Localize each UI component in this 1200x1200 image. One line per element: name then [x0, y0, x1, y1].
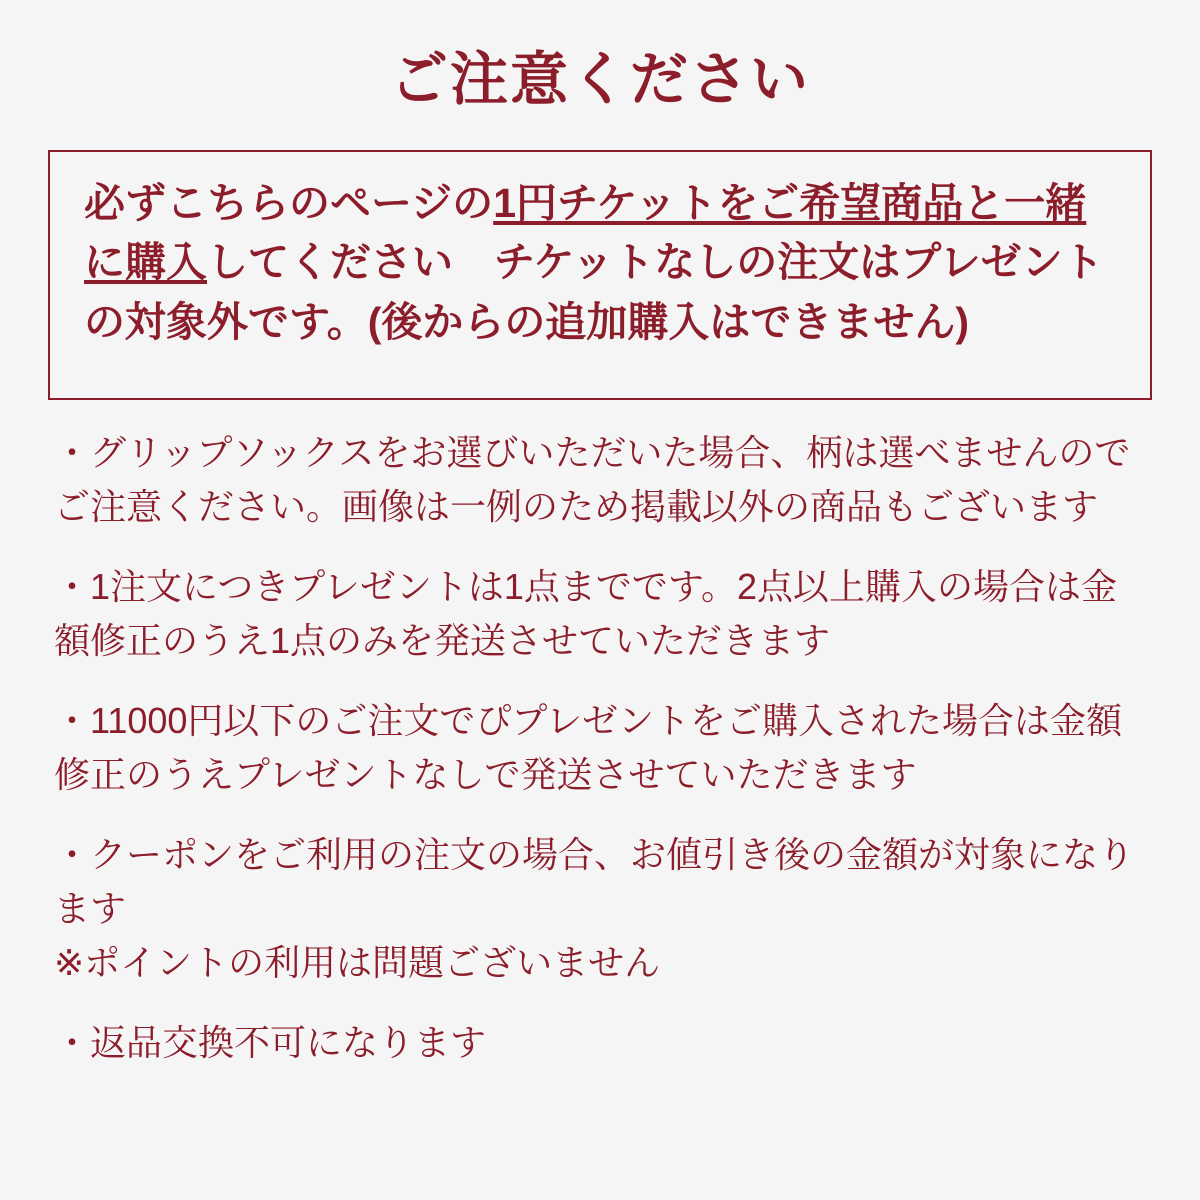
list-item-text: ・グリップソックスをお選びいただいた場合、柄は選べませんのでご注意ください。画像は一例のため掲載以外の商品もございます	[54, 431, 1131, 527]
notice-box	[48, 150, 1152, 400]
list-item	[48, 828, 1152, 990]
list-item	[48, 1016, 1152, 1070]
notice-text-before: 必ずこちらのページの	[84, 179, 494, 226]
notice-text-after: してください チケットなしの注文はプレゼントの対象外です。(後からの追加購入はできません)	[84, 239, 1104, 345]
bullet-list	[48, 426, 1152, 1070]
list-item-subtext: ※ポイントの利用は問題ございません	[54, 941, 661, 983]
list-item	[48, 426, 1152, 534]
list-item-text: ・クーポンをご利用の注文の場合、お値引き後の金額が対象になります	[54, 833, 1135, 929]
list-item	[48, 694, 1152, 802]
list-item	[48, 560, 1152, 668]
list-item-text: ・1注文につきプレゼントは1点までです。2点以上購入の場合は金額修正のうえ1点のみを発送させていただきます	[54, 565, 1118, 661]
notice-paragraph	[84, 174, 1122, 352]
notice-text-underlined: 1円チケットをご希望商品と一緒に購入	[84, 179, 1087, 286]
list-item-text: ・11000円以下のご注文でぴプレゼントをご購入された場合は金額修正のうえプレゼントなしで発送させていただきます	[54, 699, 1122, 795]
page-title: ご注意ください	[389, 47, 810, 112]
list-item-text: ・返品交換不可になります	[54, 1021, 487, 1063]
